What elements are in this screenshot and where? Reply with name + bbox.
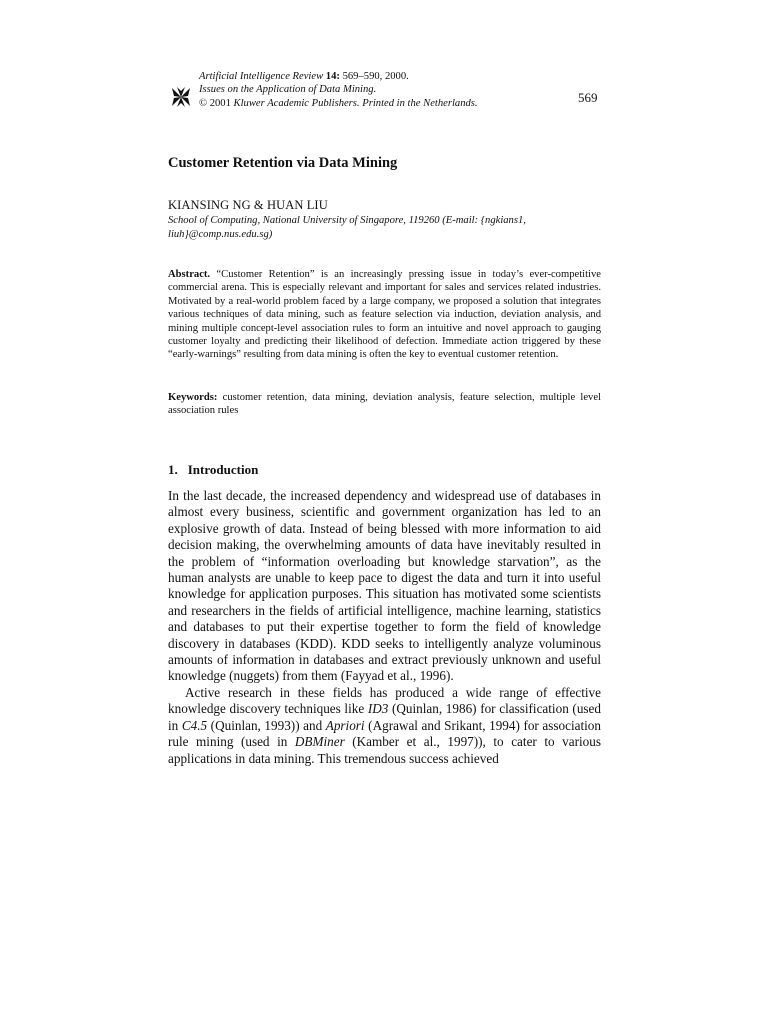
para2-text-5: (Kamber et al., 1997)), to cater to various applications in data mining. This tremendous success achieved (168, 734, 601, 766)
page-number: 569 (578, 90, 598, 105)
section-title: Introduction (187, 462, 259, 477)
affiliation: School of Computing, National University of Singapore, 119260 (E-mail: {ngkians1, liuh}@comp.nus.edu.sg) (168, 215, 526, 240)
keywords-text: customer retention, data mining, deviation analysis, feature selection, multiple level association rules (168, 392, 601, 417)
para2-text-4: (Agrawal and Srikant, 1994) for association rule mining (used in (168, 717, 601, 750)
copyright-line (199, 97, 529, 110)
abstract-text: “Customer Retention” is an increasingly pressing issue in today’s ever-competitive commercial arena. This is especially relevant and important for sales and services related industries. Motivated by a real-world problem faced by a large company, we proposed a solution that integrates various techniques of data mining, such as feature selection via induction, deviation analysis, and mining multiple concept-level association rules to form an intuitive and novel approach to gauging customer loyalty and predicting their likelihood of defection. Immediate action triggered by these “early-warnings” resulting from data mining is often the key to eventual customer retention. (168, 269, 601, 361)
para2-id3: ID3 (367, 701, 389, 717)
paper-title: Customer Retention via Data Mining (168, 155, 398, 171)
running-header (199, 70, 529, 110)
paragraph-1: In the last decade, the increased dependency and widespread use of databases in almost every business, scientific and government organization has led to an explosive growth of data. Instead of being blessed with more information to aid decision making, the overwhelming amounts of data have inevitably resulted in the problem of “information overloading but knowledge starvation”, as the human analysts are unable to keep pace to digest the data and turn it into useful knowledge for application purposes. This situation has motivated some scientists and researchers in the fields of artificial intelligence, machine learning, statistics and databases to put their expertise together to form the field of knowledge discovery in databases (KDD). KDD seeks to intelligently analyze voluminous amounts of information in databases and extract previously unknown and useful knowledge (nuggets) from them (Fayyad et al., 1996). (168, 488, 601, 684)
para2-dbminer: DBMiner (294, 734, 345, 750)
issue-title: Issues on the Application of Data Mining. (199, 84, 377, 96)
copyright-symbol: © 2001 (199, 97, 231, 109)
publisher-text: Kluwer Academic Publishers. Printed in the Netherlands. (233, 97, 478, 109)
keywords (168, 391, 601, 418)
journal-name: Artificial Intelligence Review (199, 71, 324, 82)
section-number: 1. (168, 462, 178, 477)
journal-citation (199, 70, 529, 83)
abstract (168, 268, 601, 362)
keywords-label: Keywords: (168, 392, 218, 403)
journal-volume: 14: (325, 71, 340, 82)
body-text (168, 488, 601, 767)
abstract-label: Abstract. (168, 269, 211, 280)
para2-apriori: Apriori (325, 717, 365, 733)
journal-pages: 569–590, 2000. (342, 71, 409, 82)
section-heading (168, 462, 258, 478)
para2-text-3: (Quinlan, 1993)) and (207, 717, 326, 733)
paragraph-2 (168, 685, 601, 767)
para2-text-1: Active research in these fields has produced a wide range of effective knowledge discovery techniques like (168, 684, 601, 717)
para2-c45: C4.5 (181, 717, 208, 733)
publisher-logo-icon (170, 86, 192, 108)
authors: KIANSING NG & HUAN LIU (168, 198, 328, 212)
para2-text-2: (Quinlan, 1986) for classification (used in (168, 701, 601, 733)
